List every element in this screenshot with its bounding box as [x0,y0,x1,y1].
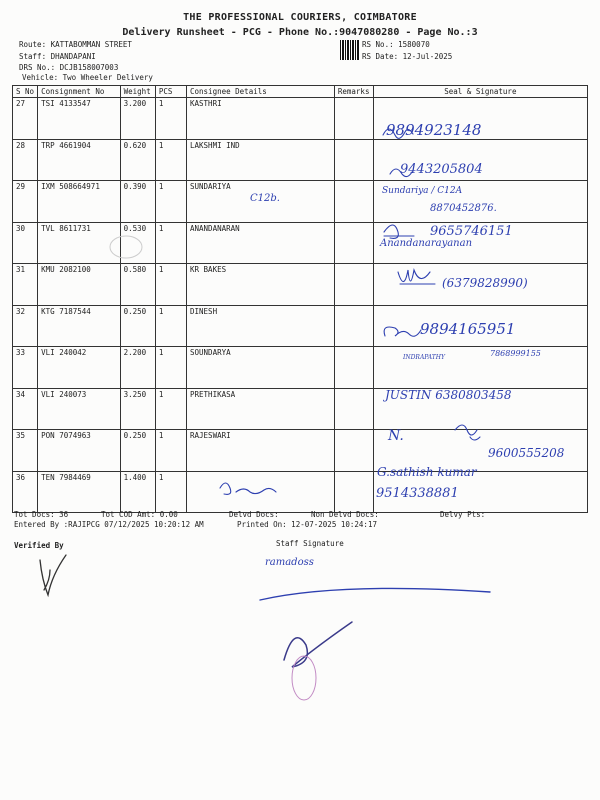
row-weight: 0.620 [120,139,155,181]
signature-scribble [260,588,490,600]
handwritten-phone: (6379828990) [442,276,528,290]
row-pcs: 1 [155,139,186,181]
runsheet-subtitle: Delivery Runsheet - PCG - Phone No.:9047080280 - Page No.:3 [122,27,478,38]
signature-scribble [383,129,413,138]
handwritten-phone: 7868999155 [490,349,541,358]
stamp-circle [110,236,142,258]
handwritten-name: N. [388,428,404,444]
staff-signature-mark [284,622,352,667]
row-consignee: PRETHIKASA [187,388,335,430]
delivered-docs: Delvd Docs: [229,510,279,519]
signature-scribble [398,270,435,284]
row-sno: 31 [13,264,38,306]
col-consignee: Consignee Details [187,86,335,98]
row-sno: 35 [13,430,38,472]
row-consignment: VLI 240073 [38,388,120,430]
col-consignment: Consignment No [38,86,120,98]
row-consignee: RAJESWARI [187,430,335,472]
row-consignment: TRP 4661904 [38,139,120,181]
rs-number: RS No.: 1580070 [362,40,430,49]
row-consignment: TVL 8611731 [38,222,120,264]
handwritten-phone: 8870452876. [430,203,497,214]
row-sno: 29 [13,181,38,223]
handwritten-phone: 9894923148 [386,121,482,139]
entered-by: Entered By :RAJIPCG 07/12/2025 10:20:12 AM [14,520,204,529]
handwritten-phone: JUSTIN 6380803458 [385,388,512,402]
signature-scribble [220,483,276,494]
col-weight: Weight [120,86,155,98]
row-sno: 36 [13,471,38,513]
row-weight: 0.250 [120,305,155,347]
row-consignment: IXM 508664971 [38,181,120,223]
verified-signature-mark [40,555,66,595]
row-consignee: KR BAKES [187,264,335,306]
row-consignment: TEN 7984469 [38,471,120,513]
col-pcs: PCS [155,86,186,98]
handwritten-phone: 9600555208 [488,446,565,460]
row-sno: 27 [13,98,38,140]
row-pcs: 1 [155,98,186,140]
row-sno: 32 [13,305,38,347]
handwritten-phone: 9655746151 [430,224,513,239]
row-consignee: LAKSHMI IND [187,139,335,181]
col-signature: Seal & Signature [373,86,587,98]
row-pcs: 1 [155,388,186,430]
staff-handwritten-signature: ramadoss [265,557,314,568]
vehicle-label: Vehicle: Two Wheeler Delivery [22,73,153,82]
staff-signature-label: Staff Signature [276,539,344,548]
route-label: Route: KATTABOMMAN STREET [19,40,132,49]
row-weight: 2.200 [120,347,155,389]
handwritten-phone: 9894165951 [420,320,516,338]
row-weight: 1.400 [120,471,155,513]
row-pcs: 1 [155,222,186,264]
printed-on: Printed On: 12-07-2025 10:24:17 [237,520,377,529]
row-weight: 0.530 [120,222,155,264]
handwritten-name: INDRAPATHY [403,354,445,361]
row-consignment: VLI 240042 [38,347,120,389]
signature-scribble [390,169,412,177]
company-title: THE PROFESSIONAL COURIERS, COIMBATORE [183,12,417,23]
row-consignment: PON 7074963 [38,430,120,472]
row-weight: 3.250 [120,388,155,430]
row-sno: 30 [13,222,38,264]
signature-scribble [384,327,421,336]
handwritten-phone: 9443205804 [400,162,483,177]
handwritten-name: Sundariya / C12A [382,186,463,196]
row-sno: 28 [13,139,38,181]
col-remarks: Remarks [334,86,373,98]
row-pcs: 1 [155,347,186,389]
row-consignee: SOUNDARYA [187,347,335,389]
verified-by-label: Verified By [14,541,64,550]
row-consignment: TSI 4133547 [38,98,120,140]
handwritten-phone: 9514338881 [376,486,459,501]
handwritten-note: C12b. [250,193,280,204]
delivery-points: Delvy Pts: [440,510,486,519]
row-weight: 0.390 [120,181,155,223]
row-weight: 3.200 [120,98,155,140]
row-sno: 33 [13,347,38,389]
row-consignee: ANANDANARAN [187,222,335,264]
staff-label: Staff: DHANDAPANI [19,52,96,61]
row-consignment: KMU 2082100 [38,264,120,306]
rs-date: RS Date: 12-Jul-2025 [362,52,453,61]
row-consignee: SUNDARIYA [187,181,335,223]
row-pcs: 1 [155,471,186,513]
total-cod-amount: Tot COD Amt: 0.00 [101,510,178,519]
row-weight: 0.250 [120,430,155,472]
handwritten-name: G.sathish kumar [377,465,477,479]
col-sno: S No [13,86,38,98]
total-docs: Tot Docs: 36 [14,510,69,519]
row-pcs: 1 [155,181,186,223]
row-consignee: DINESH [187,305,335,347]
row-pcs: 1 [155,430,186,472]
row-sno: 34 [13,388,38,430]
non-delivered-docs: Non Delvd Docs: [311,510,379,519]
row-pcs: 1 [155,305,186,347]
row-consignment: KTG 7187544 [38,305,120,347]
row-consignee: KASTHRI [187,98,335,140]
handwritten-name: Anandanarayanan [380,238,473,249]
row-weight: 0.580 [120,264,155,306]
row-pcs: 1 [155,264,186,306]
signature-scribble [455,425,480,440]
stamp-circle [292,656,316,700]
signature-scribble [384,225,414,238]
drs-number: DRS No.: DCJB158007003 [19,63,119,72]
